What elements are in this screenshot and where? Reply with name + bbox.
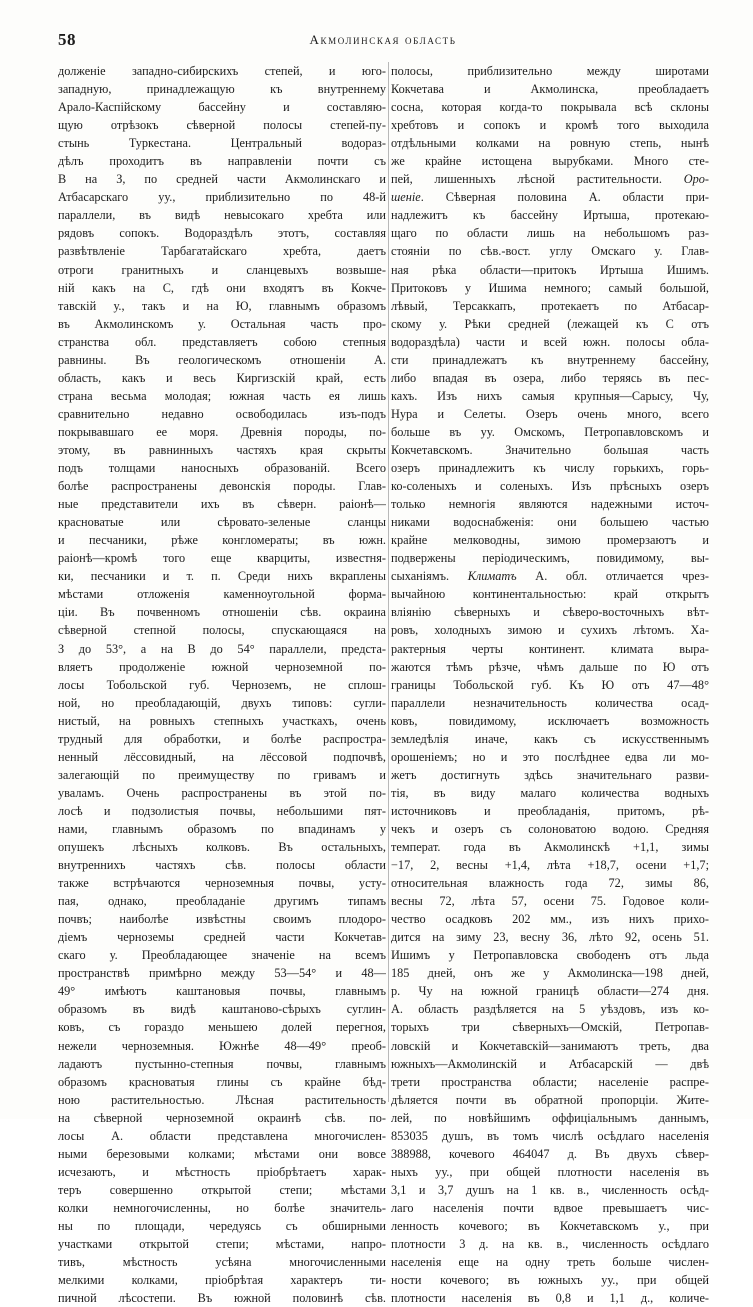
text-line: шеніе. Сѣверная половина А. области при- <box>391 190 709 205</box>
text-line: ленность кочевого; въ Кокчетавскомъ у., при <box>391 1219 709 1233</box>
text-line: сти принадлежатъ къ внутреннему бассейну, <box>391 352 709 367</box>
text-line: лѣвый, Терсаккапъ, протекаетъ по Атбасар- <box>391 298 709 313</box>
text-line: озеръ принадлежитъ къ числу горькихъ, горь- <box>391 461 709 476</box>
text-line: теръ совершенно открытой степи; мѣстами <box>58 1182 386 1197</box>
text-line: населенія еще на одну треть больше числен- <box>391 1255 709 1270</box>
text-line: лосы А. области представлена многочислен- <box>58 1128 386 1143</box>
text-line: ній какъ на С, гдѣ они входятъ въ Кокче- <box>58 280 386 295</box>
text-line: лаго населенія почти вдвое превышаетъ чис- <box>391 1200 709 1215</box>
text-line: образомъ красноватыя глины съ крайне бѣд- <box>58 1074 386 1089</box>
text-line: ными березовыми колками; мѣстами они вовсе <box>58 1146 386 1161</box>
text-line: пая, однако, преобладаніе другимъ типамъ <box>58 894 386 909</box>
text-line: болѣе распространены девонскія породы. Глав- <box>58 479 386 494</box>
text-line: чество осадковъ 202 мм., изъ нихъ прихо- <box>391 912 709 927</box>
text-line: ной, но преобладающій, двухъ типовъ: сугли- <box>58 695 386 710</box>
text-line: дѣляется почти въ обратной пропорціи. Жите- <box>391 1092 709 1107</box>
text-line: область, какъ и весь Киргизскій край, есть <box>58 370 386 385</box>
text-line: ковъ, съ гораздо меньшею долей перегноя, <box>58 1020 386 1035</box>
text-line: скому у. Рѣки средней (лежащей къ С отъ <box>391 316 709 331</box>
text-line: въ Акмолинскомъ у. Остальная часть про- <box>58 316 386 331</box>
text-line: ныхъ уу., при общей плотности населенія въ <box>391 1164 709 1179</box>
text-line: внутреннихъ частяхъ сѣв. полосы области <box>58 858 386 873</box>
text-line: скаго у. Преобладающее значеніе на всемъ <box>58 948 386 963</box>
text-line: опушекъ лѣсныхъ колковъ. Въ остальныхъ, <box>58 840 386 855</box>
text-line: торыхъ три сѣверныхъ—Омскій, Петропав- <box>391 1020 709 1035</box>
text-line: относительная влажность года 72, зимы 86, <box>391 876 709 891</box>
text-line: южныхъ—Акмолинскій и Атбасарскій — двѣ <box>391 1056 709 1071</box>
text-line: лосѣ и подзолистыя почвы, небольшими пят- <box>58 803 386 818</box>
text-line: Притоковъ у Ишима немного; самый большой, <box>391 280 709 295</box>
text-line: рактерныя черты континент. климата выра- <box>391 641 709 656</box>
text-line: вляетъ продолженіе южной черноземной по- <box>58 659 386 674</box>
text-line: хребтовъ и сопокъ и кромѣ того выходила <box>391 118 709 133</box>
text-line: раіонѣ—кромѣ того еще кварциты, известня- <box>58 551 386 566</box>
text-line: ковъ, повидимому, исключаетъ возможность <box>391 713 709 728</box>
text-line: красноватые или сѣровато-зеленые сланцы <box>58 515 386 530</box>
text-line: источниковъ и преобладанія, притомъ, рѣ- <box>391 803 709 818</box>
column-divider <box>388 62 389 1102</box>
text-line: ко-соленыхъ и соленыхъ. Изъ прѣсныхъ озеръ <box>391 479 709 494</box>
text-line: р. Чу на южной границѣ области—274 дня. <box>391 984 709 999</box>
text-line: весны 72, лѣта 57, осени 75. Годовое коли- <box>391 894 709 909</box>
text-line: щую отрѣзокъ сѣверной полосы степей-пу- <box>58 118 386 133</box>
text-line: ловскій и Кокчетавскій—занимаютъ треть, два <box>391 1038 709 1053</box>
text-line: жетъ достигнуть здѣсь значительнаго разви- <box>391 767 709 782</box>
text-line: никами водоснабженія: они большею частью <box>391 515 709 530</box>
text-line: лей, по новѣйшимъ оффиціальнымъ даннымъ, <box>391 1110 709 1125</box>
text-line: равнины. Въ геологическомъ отношеніи А. <box>58 352 386 367</box>
text-line: Ишимъ у Петропавловска свободенъ отъ льда <box>391 948 709 963</box>
text-line: жаются тѣмъ рѣзче, чѣмъ дальше по Ю отъ <box>391 659 709 674</box>
text-line: ладаютъ пустынно-степныя почвы, главнымъ <box>58 1056 386 1071</box>
text-line: нистый, на ровныхъ степныхъ участкахъ, очень <box>58 713 386 728</box>
text-line: ная рѣка области—притокъ Иртыша Ишимъ. <box>391 262 709 277</box>
text-line: Кокчетава и Акмолинска, преобладаетъ <box>391 82 709 97</box>
text-line: также встрѣчаются черноземныя почвы, усту- <box>58 876 386 891</box>
right-column <box>391 62 709 1307</box>
text-line: рядовъ сопокъ. Водораздѣлъ этотъ, составляя <box>58 226 386 241</box>
text-line: больше въ уу. Омскомъ, Петропавловскомъ и <box>391 424 709 439</box>
text-line: температ. года въ Акмолинскѣ +1,1, зимы <box>391 840 709 855</box>
text-line: 185 дней, онъ же у Акмолинска—198 дней, <box>391 966 709 981</box>
text-line: вычайною континентальностью: край открытъ <box>391 587 709 602</box>
text-line: исчезаютъ, и мѣстность пріобрѣтаетъ харак- <box>58 1164 386 1179</box>
left-column <box>58 62 386 1307</box>
text-line: трудный для обработки, и болѣе распростра- <box>58 731 386 746</box>
text-line: тавскій у., такъ и на Ю, главнымъ образомъ <box>58 298 386 313</box>
page-header <box>58 30 708 54</box>
text-line: границы Тобольской губ. Къ Ю отъ 47—48° <box>391 677 709 692</box>
text-line: ные представители ихъ въ сѣверн. раіонѣ— <box>58 497 386 512</box>
text-line: же крайне истощена вырубками. Много сте- <box>391 154 709 169</box>
text-line: подвержены періодическимъ, повидимому, вы- <box>391 551 709 566</box>
text-line: Атбасарскаго уу., приблизительно по 48-й <box>58 190 386 205</box>
text-line: 853035 душъ, въ томъ числѣ осѣдлаго населенія <box>391 1128 709 1143</box>
text-line: страна весьма молодая; южная часть ея лишь <box>58 388 386 403</box>
text-line: почвъ; наиболѣе извѣстны своимъ плодоро- <box>58 912 386 927</box>
text-line: тія, въ виду малаго количества водныхъ <box>391 785 709 800</box>
text-line: этому, въ равнинныхъ частяхъ края скрыты <box>58 442 386 457</box>
page-number: 58 <box>58 30 76 49</box>
text-line: нами, главнымъ образомъ по впадинамъ у <box>58 821 386 836</box>
text-line: В на З, по средней части Акмолинскаго и <box>58 172 386 187</box>
text-line: развѣтвленіе Тарбагатайскаго хребта, даетъ <box>58 244 386 259</box>
text-line: Арало-Каспійскому бассейну и составляю- <box>58 100 386 115</box>
text-line: кахъ. Изъ нихъ самыя крупныя—Сарысу, Чу, <box>391 388 709 403</box>
text-line: пространствѣ примѣрно между 53—54° и 48— <box>58 966 386 981</box>
text-line: надлежитъ къ бассейну Иртыша, протекаю- <box>391 208 709 223</box>
running-title: Акмолинская область <box>309 32 457 47</box>
text-line: А. область раздѣляется на 5 уѣздовъ, изъ ко- <box>391 1002 709 1017</box>
text-line: плотности населенія въ 0,8 и 1,1 д., количе- <box>391 1291 709 1306</box>
text-line: орошеніемъ; но и это послѣднее едва ли мо- <box>391 749 709 764</box>
text-line: участками открытой степи; мѣстами, напро- <box>58 1237 386 1252</box>
text-line: сѣверной степной полосы, спускающаяся на <box>58 623 386 638</box>
text-line: только немногія являются надежными источ- <box>391 497 709 512</box>
text-line: водораздѣла) части и всей южн. полосы обла- <box>391 334 709 349</box>
text-line: крайне мелководны, зимою промерзаютъ и <box>391 533 709 548</box>
text-line: тивъ, мѣстность усѣяна многочисленными <box>58 1255 386 1270</box>
text-line: пичной лѣсостепи. Въ южной половинѣ сѣв. <box>58 1291 386 1306</box>
text-line: Кокчетавскомъ. Значительно большая часть <box>391 442 709 457</box>
text-line: мѣстами отложенія каменноугольной форма- <box>58 587 386 602</box>
text-line: полосы, приблизительно между широтами <box>391 64 709 78</box>
text-line: 388988, кочевого 464047 д. Въ двухъ сѣвер- <box>391 1146 709 1161</box>
text-line: параллели незначительность количества осад- <box>391 695 709 710</box>
text-line: странства обл. представляетъ собою степныя <box>58 334 386 349</box>
text-line: −17, 2, весны +1,4, лѣта +18,7, осени +1,7; <box>391 858 709 873</box>
text-line: сыханіямъ. Климатъ А. обл. отличается чрез- <box>391 569 709 584</box>
text-line: Нура и Селеты. Озеръ очень много, всего <box>391 406 709 421</box>
text-line: залегающій по преимуществу по гривамъ и <box>58 767 386 782</box>
text-line: ненный лёссовидный, на лёссовой подпочвѣ, <box>58 749 386 764</box>
text-line: на сѣверной черноземной окраинѣ сѣв. по- <box>58 1110 386 1125</box>
text-line: стынь Туркестана. Центральный водораз- <box>58 136 386 151</box>
text-line: діемъ черноземы средней части Кокчетав- <box>58 930 386 945</box>
text-line: либо впадая въ озера, либо теряясь въ пес- <box>391 370 709 385</box>
text-line: нежели черноземныя. Южнѣе 48—49° преоб- <box>58 1038 386 1053</box>
text-line: отдѣльными колками на ровную степь, нынѣ <box>391 136 709 151</box>
text-line: параллели, въ видѣ невысокаго хребта или <box>58 208 386 223</box>
text-line: ною растительностью. Лѣсная растительность <box>58 1092 386 1107</box>
text-line: 49° имѣютъ каштановыя почвы, главнымъ <box>58 984 386 999</box>
text-line: трети пространства области; населеніе распре- <box>391 1074 709 1089</box>
text-line: сравнительно недавно освободилась изъ-подъ <box>58 406 386 421</box>
text-line: отроги гранитныхъ и сланцевыхъ возвыше- <box>58 262 386 277</box>
text-line: покрывавшаго ее моря. Древнія породы, по- <box>58 424 386 439</box>
text-line: вліянію сѣверныхъ и сѣверо-восточныхъ вѣт- <box>391 605 709 620</box>
text-line: 3,1 и 3,7 душъ на 1 кв. в., численность осѣд- <box>391 1182 709 1197</box>
text-line: ровъ, холодныхъ зимою и сухихъ лѣтомъ. Ха- <box>391 623 709 638</box>
text-line: дѣлъ проходитъ въ направленіи почти съ <box>58 154 386 169</box>
text-line: пей, лишенныхъ лѣсной растительности. Оро- <box>391 172 709 187</box>
text-line: ціи. Въ почвенномъ отношеніи сѣв. окраина <box>58 605 386 620</box>
text-line: подъ толщами наносныхъ образованій. Всего <box>58 461 386 476</box>
text-line: ности кочевого; въ южныхъ уу., при общей <box>391 1273 709 1288</box>
text-line: ки, песчаники и т. п. Среди нихъ вкраплены <box>58 569 386 584</box>
text-line: стояніи по сѣв.-вост. углу Омскаго у. Глав- <box>391 244 709 259</box>
text-line: ны по площади, чередуясь съ обширными <box>58 1219 386 1233</box>
text-line: лосы Тобольской губ. Черноземъ, не сплош- <box>58 677 386 692</box>
text-line: щаго по области лишь на небольшомъ раз- <box>391 226 709 241</box>
text-line: дится на зиму 23, весну 36, лѣто 92, осень 51. <box>391 930 709 945</box>
text-line: З до 53°, а на В до 54° параллели, предста- <box>58 641 386 656</box>
text-line: западную, принадлежащую къ внутреннему <box>58 82 386 97</box>
text-line: колки немногочисленны, но болѣе значитель- <box>58 1200 386 1215</box>
text-line: чекъ и озеръ съ солоноватою водою. Средняя <box>391 821 709 836</box>
text-line: и песчаники, рѣже конгломераты; въ южн. <box>58 533 386 548</box>
text-line: сосна, которая когда-то покрывала всѣ склоны <box>391 100 709 115</box>
text-line: долженіе западно-сибирскихъ степей, и юго- <box>58 64 386 78</box>
text-line: уваламъ. Очень распространены въ этой по- <box>58 785 386 800</box>
text-line: образомъ въ видѣ каштаново-сѣрыхъ суглин- <box>58 1002 386 1017</box>
text-line: мелкими колками, пріобрѣтая характеръ ти- <box>58 1273 386 1288</box>
text-line: земледѣлія иначе, какъ съ искусственнымъ <box>391 731 709 746</box>
text-line: плотности 3 д. на кв. в., численность осѣдлаго <box>391 1237 709 1252</box>
